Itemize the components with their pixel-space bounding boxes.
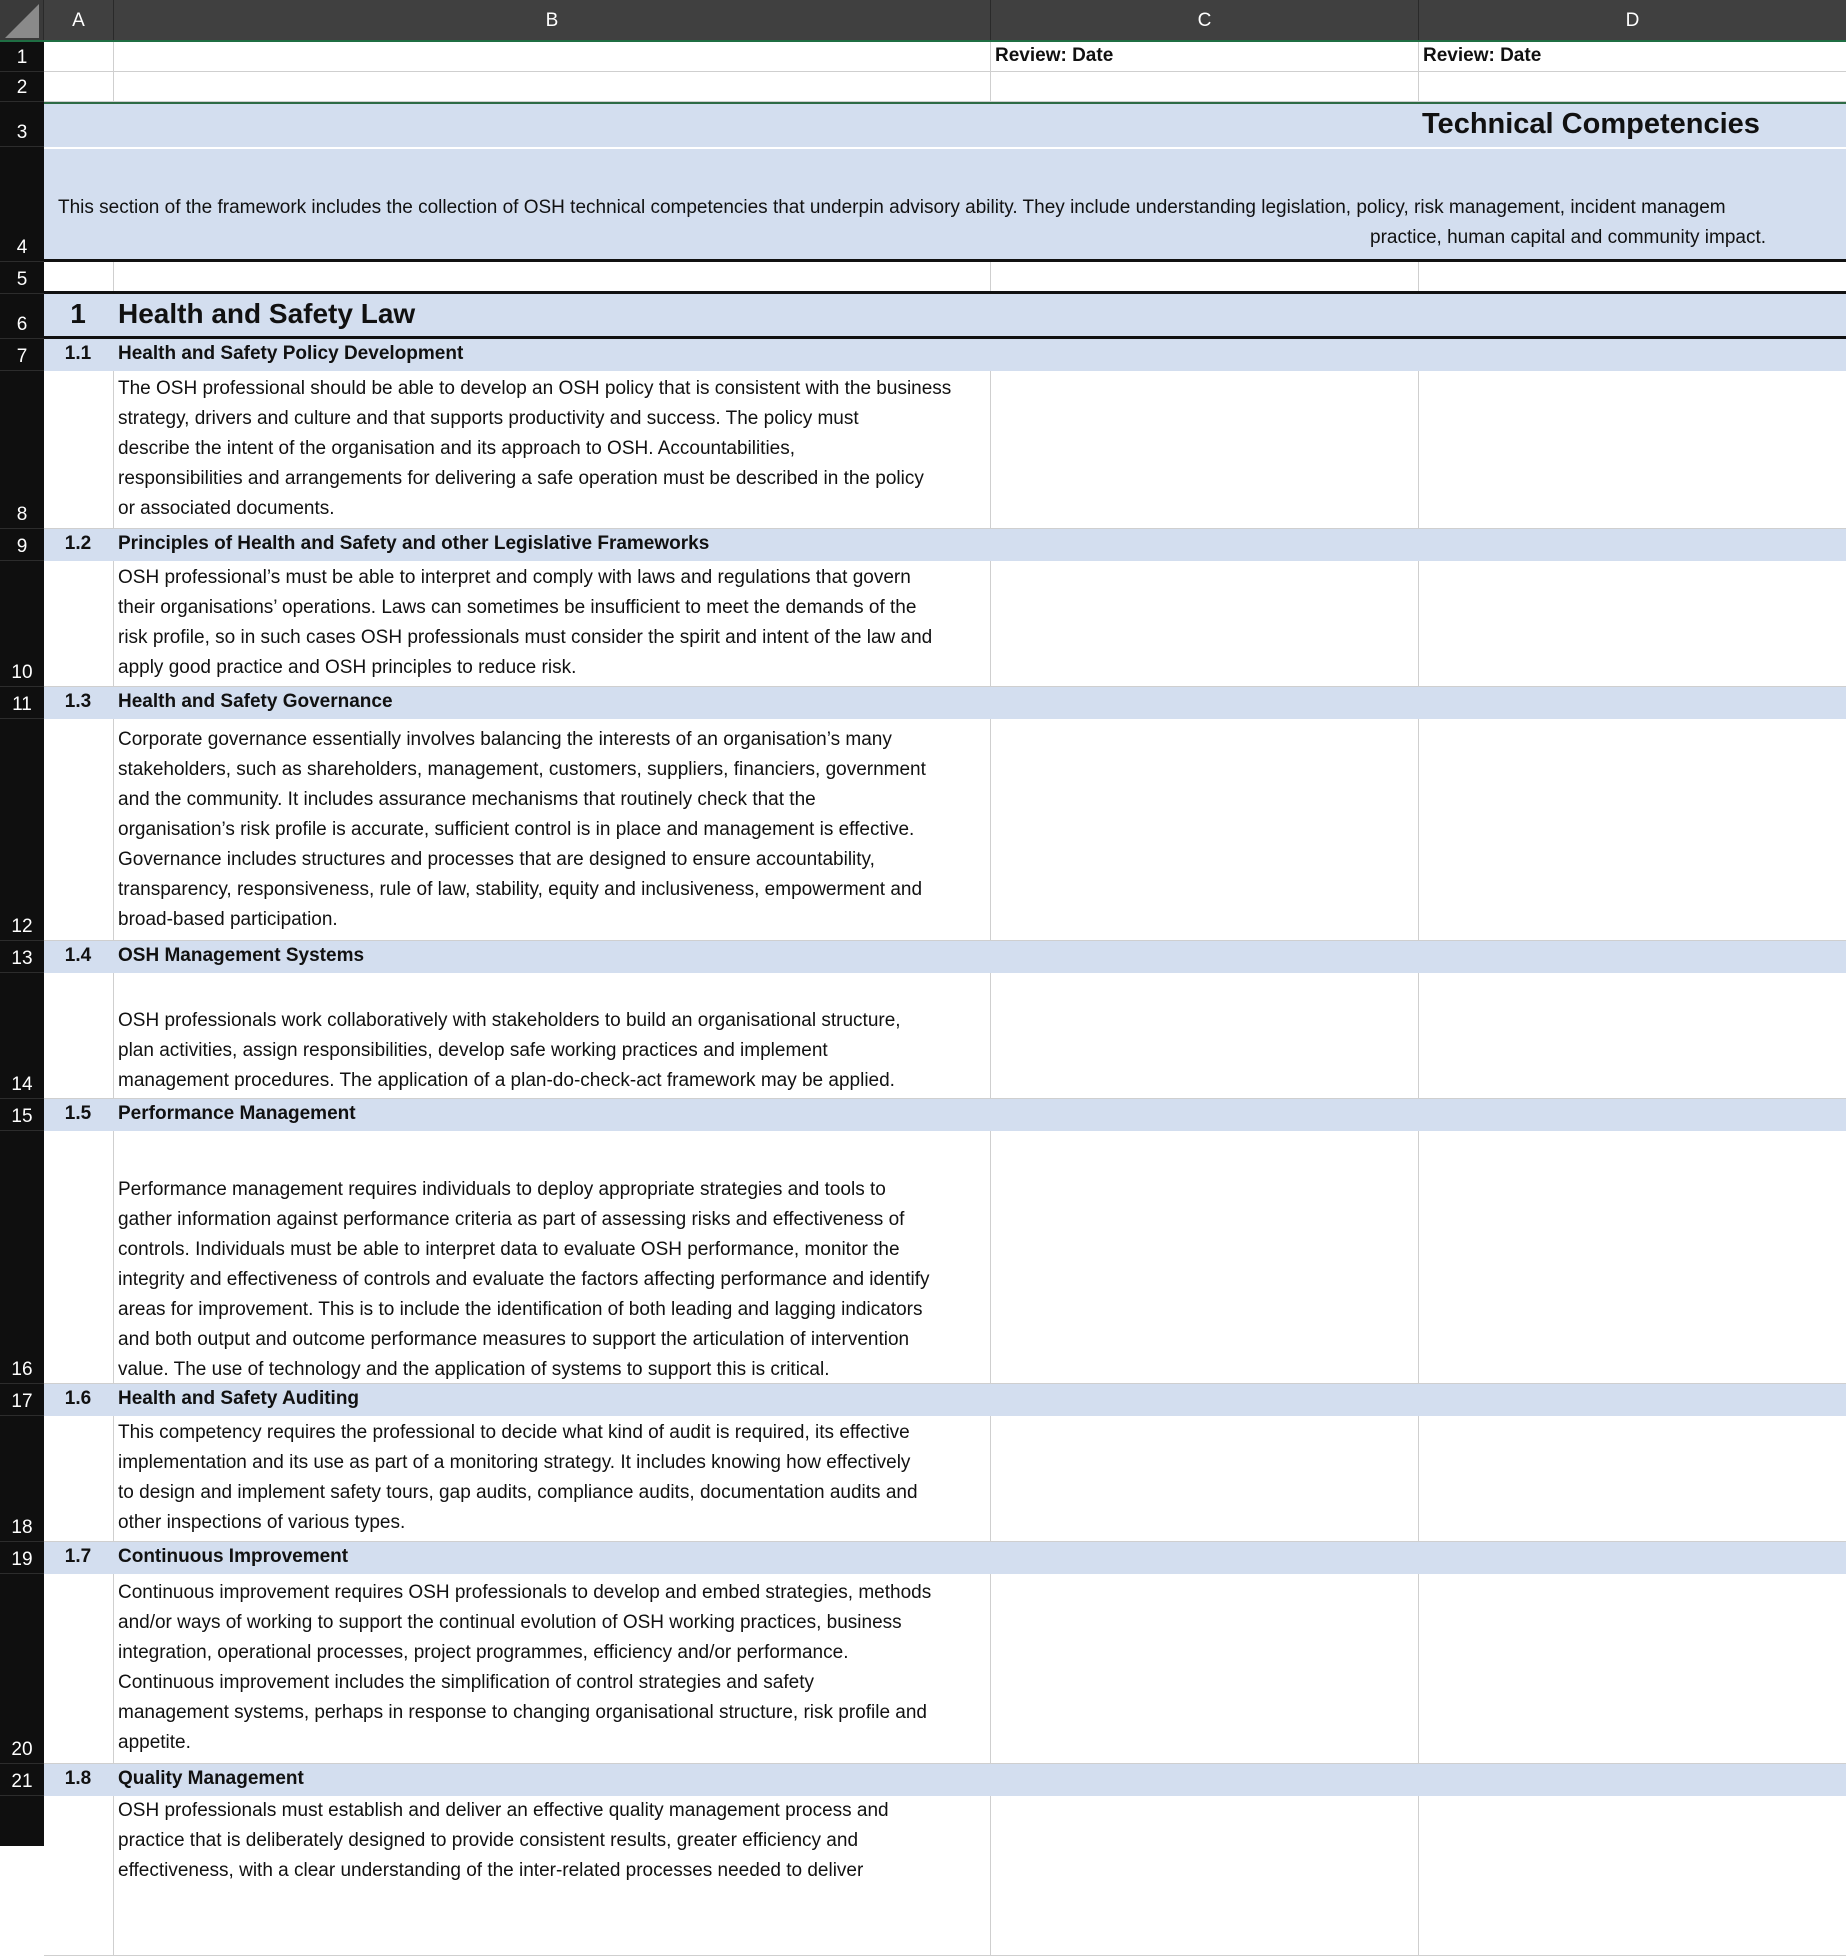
competency-title: Health and Safety Policy Development [118, 343, 464, 364]
cell-a[interactable] [44, 1131, 114, 1384]
column-header-b[interactable]: B [114, 0, 991, 42]
framework-title: Technical Competencies [1422, 108, 1760, 140]
review-cell-c[interactable] [991, 1416, 1419, 1542]
competency-number: 1.3 [64, 691, 92, 712]
row-header[interactable]: 11 [0, 687, 44, 719]
row-header[interactable]: 2 [0, 72, 44, 102]
competency-title: Performance Management [118, 1103, 356, 1124]
row-header[interactable]: 19 [0, 1542, 44, 1574]
cell-a[interactable] [44, 1574, 114, 1764]
review-cell-d[interactable] [1419, 1131, 1846, 1384]
description-line: and/or ways of working to support the continual evolution of OSH working practices, business [118, 1612, 902, 1633]
review-cell-d[interactable] [1419, 561, 1846, 687]
review-cell-c[interactable] [991, 1574, 1419, 1764]
description-line: risk profile, so in such cases OSH professionals must consider the spirit and intent of the law and [118, 627, 933, 648]
cell-a5[interactable] [44, 262, 114, 291]
description-line: OSH professionals must establish and deliver an effective quality management process and [118, 1800, 889, 1821]
row-header[interactable]: 12 [0, 719, 44, 941]
review-date-d[interactable]: Review: Date [1419, 42, 1846, 72]
competency-number: 1.2 [64, 533, 92, 554]
description-line: or associated documents. [118, 498, 335, 519]
sheet-row-2 [44, 72, 1846, 102]
description-line: OSH professionals work collaboratively with stakeholders to build an organisational structure, [118, 1010, 901, 1031]
competency-description-row [44, 719, 1846, 941]
review-cell-d[interactable] [1419, 1796, 1846, 1956]
section-number: 1 [70, 298, 86, 329]
competency-description [118, 725, 1028, 935]
description-line: Continuous improvement includes the simplification of control strategies and safety [118, 1672, 814, 1693]
competency-title: Quality Management [118, 1768, 304, 1789]
competency-number: 1.8 [64, 1768, 92, 1789]
description-line: responsibilities and arrangements for delivering a safe operation must be described in the policy [118, 468, 924, 489]
competency-description [118, 1578, 1028, 1758]
cell-a[interactable] [44, 973, 114, 1099]
review-cell-c[interactable] [991, 719, 1419, 941]
column-header-a[interactable]: A [44, 0, 114, 42]
competency-heading-row[interactable] [44, 339, 1846, 371]
review-cell-d[interactable] [1419, 371, 1846, 529]
description-line: practice that is deliberately designed to provide consistent results, greater efficiency and [118, 1830, 859, 1851]
description-line: their organisations’ operations. Laws can sometimes be insufficient to meet the demands of the [118, 597, 917, 618]
competency-description [118, 1175, 1028, 1385]
competency-number: 1.6 [64, 1388, 92, 1409]
description-line: Corporate governance essentially involves balancing the interests of an organisation’s many [118, 729, 892, 750]
row-header[interactable]: 21 [0, 1764, 44, 1796]
description-cell[interactable] [114, 1796, 991, 1956]
competency-description-row [44, 1574, 1846, 1764]
review-cell-c[interactable] [991, 561, 1419, 687]
sheet-row-5 [44, 262, 1846, 294]
column-header-c[interactable]: C [991, 0, 1419, 42]
description-line: management procedures. The application of a plan-do-check-act framework may be applied. [118, 1070, 895, 1091]
column-header-d[interactable]: D [1625, 10, 1640, 31]
intro-text-line-1: This section of the framework includes the collection of OSH technical competencies that underpin advisory ability. They include understanding legislation, policy, risk management, incident managem [58, 197, 1726, 218]
description-cell[interactable] [114, 1131, 991, 1384]
select-all-corner[interactable] [0, 0, 44, 42]
review-cell-d[interactable] [1419, 1574, 1846, 1764]
row-header[interactable]: 9 [0, 529, 44, 561]
description-line: areas for improvement. This is to include the identification of both leading and lagging indicators [118, 1299, 923, 1320]
competency-heading-row[interactable] [44, 941, 1846, 973]
competency-title: Principles of Health and Safety and other Legislative Frameworks [118, 533, 710, 554]
cell-a[interactable] [44, 371, 114, 529]
description-line: appetite. [118, 1732, 191, 1753]
title-band[interactable] [44, 102, 1846, 147]
competency-number: 1.7 [64, 1546, 92, 1567]
competency-description-row [44, 973, 1846, 1099]
row-header[interactable]: 18 [0, 1416, 44, 1542]
row-header[interactable]: 6 [0, 294, 44, 339]
row-header[interactable]: 15 [0, 1099, 44, 1131]
description-cell[interactable] [114, 973, 991, 1099]
cell-a1[interactable] [44, 42, 114, 72]
cell-b1[interactable] [114, 42, 991, 72]
competency-heading-row[interactable] [44, 1542, 1846, 1574]
competency-heading-row[interactable] [44, 1099, 1846, 1131]
description-line: plan activities, assign responsibilities, develop safe working practices and implement [118, 1040, 828, 1061]
description-line: and both output and outcome performance measures to support the articulation of intervention [118, 1329, 910, 1350]
description-line: Continuous improvement requires OSH professionals to develop and embed strategies, methods [118, 1582, 932, 1603]
column-header-bar [0, 0, 1846, 42]
review-date-c[interactable]: Review: Date [991, 42, 1419, 72]
cell-d2[interactable] [1419, 72, 1846, 102]
competency-description [118, 374, 1028, 524]
description-line: other inspections of various types. [118, 1512, 406, 1533]
competency-description [118, 1006, 1028, 1096]
cell-b2[interactable] [114, 72, 991, 102]
description-line: describe the intent of the organisation and its approach to OSH. Accountabilities, [118, 438, 796, 459]
competency-heading-row[interactable] [44, 529, 1846, 561]
section-heading-row[interactable] [44, 294, 1846, 339]
section-title: Health and Safety Law [118, 298, 416, 329]
description-cell[interactable] [114, 1574, 991, 1764]
description-cell[interactable] [114, 1416, 991, 1542]
review-cell-d[interactable] [1419, 1416, 1846, 1542]
description-line: stakeholders, such as shareholders, management, customers, suppliers, financiers, government [118, 759, 926, 780]
cell-a2[interactable] [44, 72, 114, 102]
description-line: organisation’s risk profile is accurate, sufficient control is in place and management is effective. [118, 819, 915, 840]
row-header[interactable]: 16 [0, 1131, 44, 1384]
cell-d5[interactable] [1419, 262, 1846, 291]
description-line: This competency requires the professional to decide what kind of audit is required, its effective [118, 1422, 910, 1443]
competency-description [118, 1418, 1028, 1538]
row-header[interactable]: 4 [0, 147, 44, 262]
description-line: Governance includes structures and processes that are designed to ensure accountability, [118, 849, 875, 870]
description-line: implementation and its use as part of a monitoring strategy. It includes knowing how effectively [118, 1452, 911, 1473]
description-cell[interactable] [114, 371, 991, 529]
row-header[interactable]: 17 [0, 1384, 44, 1416]
competency-title: Health and Safety Governance [118, 691, 393, 712]
spreadsheet-grid [44, 42, 1846, 1881]
row-header[interactable]: 10 [0, 561, 44, 687]
competency-description-row [44, 371, 1846, 529]
description-line: management systems, perhaps in response to changing organisational structure, risk profile and [118, 1702, 927, 1723]
competency-description [118, 1796, 1028, 1886]
review-cell-c[interactable] [991, 1796, 1419, 1956]
description-line: strategy, drivers and culture and that supports productivity and success. The policy must [118, 408, 859, 429]
description-line: The OSH professional should be able to develop an OSH policy that is consistent with the business [118, 378, 952, 399]
competency-heading-row[interactable] [44, 687, 1846, 719]
cell-a[interactable] [44, 1416, 114, 1542]
cell-c2[interactable] [991, 72, 1419, 102]
competency-title: Health and Safety Auditing [118, 1388, 360, 1409]
description-line: OSH professional’s must be able to interpret and comply with laws and regulations that govern [118, 567, 911, 588]
description-line: integrity and effectiveness of controls and evaluate the factors affecting performance and identify [118, 1269, 930, 1290]
review-cell-c[interactable] [991, 973, 1419, 1099]
description-cell[interactable] [114, 719, 991, 941]
intro-band[interactable] [44, 147, 1846, 262]
review-cell-c[interactable] [991, 371, 1419, 529]
row-header-column [0, 42, 44, 1846]
row-header[interactable]: 5 [0, 262, 44, 294]
cell-a[interactable] [44, 561, 114, 687]
competency-description [118, 563, 1028, 683]
description-line: integration, operational processes, project programmes, efficiency and/or performance. [118, 1642, 849, 1663]
row-header[interactable]: 13 [0, 941, 44, 973]
review-cell-d[interactable] [1419, 719, 1846, 941]
description-line: controls. Individuals must be able to interpret data to evaluate OSH performance, monitor the [118, 1239, 900, 1260]
description-line: broad-based participation. [118, 909, 338, 930]
description-line: to design and implement safety tours, gap audits, compliance audits, documentation audits and [118, 1482, 918, 1503]
row-header[interactable]: 8 [0, 371, 44, 529]
description-line: transparency, responsiveness, rule of law, stability, equity and inclusiveness, empowerment and [118, 879, 923, 900]
row-header[interactable]: 20 [0, 1574, 44, 1764]
row-header[interactable]: 3 [0, 102, 44, 147]
description-line: apply good practice and OSH principles to reduce risk. [118, 657, 577, 678]
competency-number: 1.4 [64, 945, 92, 966]
description-line: value. The use of technology and the application of systems to support this is critical. [118, 1359, 830, 1380]
competency-description-row [44, 1131, 1846, 1384]
competency-description-row [44, 1796, 1846, 1956]
competency-title: Continuous Improvement [118, 1546, 349, 1567]
intro-text-line-2: practice, human capital and community impact. [1370, 227, 1767, 248]
row-header[interactable]: 7 [0, 339, 44, 371]
competency-number: 1.1 [64, 343, 92, 364]
cell-a[interactable] [44, 719, 114, 941]
description-line: effectiveness, with a clear understanding of the inter-related processes needed to deliver [118, 1860, 864, 1881]
competency-description-row [44, 561, 1846, 687]
description-line: gather information against performance criteria as part of assessing risks and effectiveness of [118, 1209, 905, 1230]
competency-heading-row[interactable] [44, 1384, 1846, 1416]
cell-b5[interactable] [114, 262, 991, 291]
description-cell[interactable] [114, 561, 991, 687]
competency-description-row [44, 1416, 1846, 1542]
sheet-row-1 [44, 42, 1846, 72]
row-header[interactable]: 14 [0, 973, 44, 1099]
competency-heading-row[interactable] [44, 1764, 1846, 1796]
review-cell-c[interactable] [991, 1131, 1419, 1384]
description-line: and the community. It includes assurance mechanisms that routinely check that the [118, 789, 816, 810]
competency-title: OSH Management Systems [118, 945, 365, 966]
cell-a[interactable] [44, 1796, 114, 1956]
description-line: Performance management requires individuals to deploy appropriate strategies and tools to [118, 1179, 886, 1200]
cell-c5[interactable] [991, 262, 1419, 291]
review-cell-d[interactable] [1419, 973, 1846, 1099]
row-header[interactable]: 1 [0, 42, 44, 72]
competency-number: 1.5 [64, 1103, 92, 1124]
